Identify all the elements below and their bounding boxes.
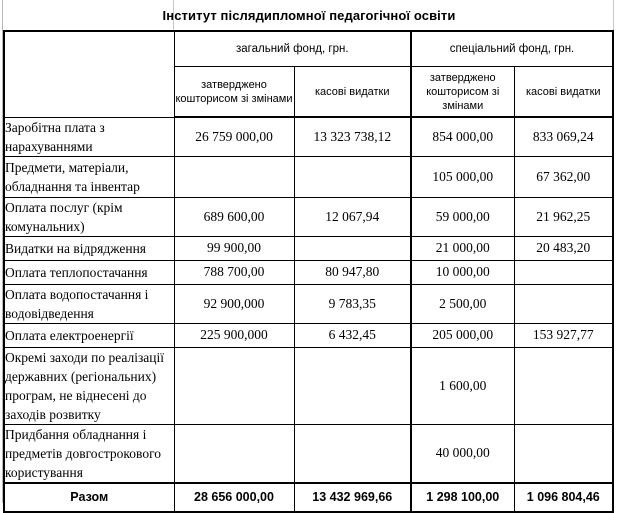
- cell-general-cash: [294, 424, 411, 483]
- table-row: [4, 284, 613, 323]
- cell-special-approved: 105 000,00: [411, 156, 514, 197]
- table-body: [4, 117, 613, 483]
- row-label: Оплата електроенергії: [4, 323, 174, 347]
- cell-special-approved: 10 000,00: [411, 260, 514, 284]
- table-row: [4, 236, 613, 260]
- header-corner-cell: [4, 31, 174, 117]
- sub-header-special-approved: затверджено кошторисом зі змінами: [411, 67, 514, 118]
- group-header-row: [4, 31, 613, 67]
- cell-special-approved: 1 600,00: [411, 347, 514, 424]
- page-title: Інститут післядипломної педагогічної освіти: [162, 7, 456, 23]
- budget-table: [3, 30, 614, 513]
- cell-general-approved: 788 700,00: [174, 260, 294, 284]
- sub-header-general-approved: затверджено кошторисом зі змінами: [174, 67, 294, 118]
- group-header-special-fund: спеціальний фонд, грн.: [411, 31, 613, 67]
- table-row: [4, 197, 613, 236]
- cell-special-cash: 833 069,24: [514, 117, 613, 156]
- total-special-cash: 1 096 804,46: [514, 483, 613, 512]
- total-row: [4, 483, 613, 512]
- cell-general-approved: 26 759 000,00: [174, 117, 294, 156]
- row-label: Окремі заходи по реалізації державних (регіональних) програм, не віднесені до заходів розвитку: [4, 347, 174, 424]
- cell-general-cash: 12 067,94: [294, 197, 411, 236]
- cell-special-approved: 40 000,00: [411, 424, 514, 483]
- table-row: [4, 117, 613, 156]
- cell-general-cash: [294, 236, 411, 260]
- total-special-approved: 1 298 100,00: [411, 483, 514, 512]
- table-row: [4, 347, 613, 424]
- cell-general-approved: [174, 156, 294, 197]
- table-row: [4, 424, 613, 483]
- cell-general-approved: [174, 347, 294, 424]
- cell-general-approved: [174, 424, 294, 483]
- document-title-band: [3, 0, 615, 30]
- table-row: [4, 260, 613, 284]
- table-row: [4, 156, 613, 197]
- cell-special-cash: [514, 424, 613, 483]
- cell-general-cash: 6 432,45: [294, 323, 411, 347]
- sub-header-general-cash: касові видатки: [294, 67, 411, 118]
- cell-general-approved: 225 900,000: [174, 323, 294, 347]
- sub-header-special-cash: касові видатки: [514, 67, 613, 118]
- row-label: Заробітна плата з нарахуваннями: [4, 117, 174, 156]
- group-header-general-fund: загальний фонд, грн.: [174, 31, 411, 67]
- row-label: Оплата послуг (крім комунальних): [4, 197, 174, 236]
- cell-special-cash: [514, 284, 613, 323]
- cell-special-cash: 20 483,20: [514, 236, 613, 260]
- row-label: Оплата водопостачання і водовідведення: [4, 284, 174, 323]
- table-head: [4, 31, 613, 117]
- cell-general-approved: 689 600,00: [174, 197, 294, 236]
- table-row: [4, 323, 613, 347]
- cell-special-cash: 21 962,25: [514, 197, 613, 236]
- cell-general-approved: 99 900,00: [174, 236, 294, 260]
- row-label: Придбання обладнання і предметів довгострокового користування: [4, 424, 174, 483]
- total-general-approved: 28 656 000,00: [174, 483, 294, 512]
- row-label: Предмети, матеріали, обладнання та інвентар: [4, 156, 174, 197]
- total-general-cash: 13 432 969,66: [294, 483, 411, 512]
- cell-special-approved: 59 000,00: [411, 197, 514, 236]
- cell-general-approved: 92 900,000: [174, 284, 294, 323]
- cell-special-cash: 153 927,77: [514, 323, 613, 347]
- cell-special-approved: 2 500,00: [411, 284, 514, 323]
- cell-special-approved: 205 000,00: [411, 323, 514, 347]
- table-foot: [4, 483, 613, 512]
- cell-special-approved: 854 000,00: [411, 117, 514, 156]
- cell-general-cash: 13 323 738,12: [294, 117, 411, 156]
- row-label: Видатки на відрядження: [4, 236, 174, 260]
- cell-special-cash: [514, 260, 613, 284]
- cell-special-approved: 21 000,00: [411, 236, 514, 260]
- row-label: Оплата теплопостачання: [4, 260, 174, 284]
- cell-general-cash: 80 947,80: [294, 260, 411, 284]
- cell-general-cash: [294, 156, 411, 197]
- total-row-label: Разом: [4, 483, 174, 512]
- cell-general-cash: [294, 347, 411, 424]
- cell-special-cash: 67 362,00: [514, 156, 613, 197]
- cell-general-cash: 9 783,35: [294, 284, 411, 323]
- cell-special-cash: [514, 347, 613, 424]
